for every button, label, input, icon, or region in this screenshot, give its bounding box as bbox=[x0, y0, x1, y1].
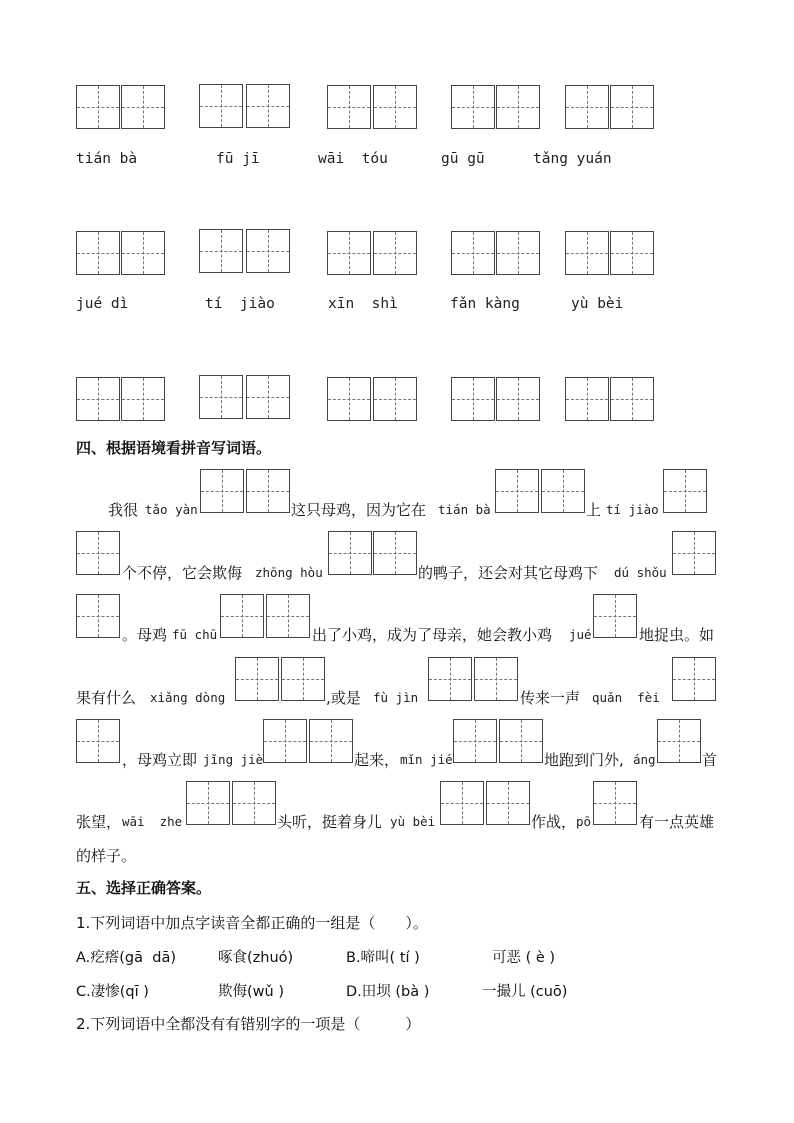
passage-text: 的鸭子，还会对其它母鸡下 bbox=[418, 564, 599, 582]
passage-text: 出了小鸡，成为了母亲，她会教小鸡 bbox=[312, 626, 553, 644]
char-box[interactable] bbox=[121, 231, 165, 275]
char-box[interactable] bbox=[428, 657, 472, 701]
question-2: 2.下列词语中全都没有有错别字的一项是（ ） bbox=[76, 1015, 421, 1033]
char-box[interactable] bbox=[610, 85, 654, 129]
char-box[interactable] bbox=[373, 231, 417, 275]
char-box[interactable] bbox=[373, 85, 417, 129]
passage-text: 张望， bbox=[76, 813, 122, 831]
char-box[interactable] bbox=[327, 231, 371, 275]
option-d[interactable]: D.田坝 (bà ) bbox=[346, 984, 430, 1000]
char-box[interactable] bbox=[451, 377, 495, 421]
char-box[interactable] bbox=[246, 84, 290, 128]
char-box[interactable] bbox=[451, 85, 495, 129]
char-box[interactable] bbox=[327, 377, 371, 421]
char-box[interactable] bbox=[440, 781, 484, 825]
char-box[interactable] bbox=[232, 781, 276, 825]
passage-text: 头听，挺着身儿 bbox=[277, 813, 383, 831]
char-box[interactable] bbox=[76, 719, 120, 763]
char-box[interactable] bbox=[541, 469, 585, 513]
passage-text: 果有什么 bbox=[76, 689, 137, 707]
passage-text: 地捉虫。如 bbox=[639, 626, 715, 644]
char-box[interactable] bbox=[281, 657, 325, 701]
char-box[interactable] bbox=[496, 231, 540, 275]
char-box[interactable] bbox=[496, 377, 540, 421]
pinyin-label: tí jiào bbox=[205, 296, 275, 312]
passage-text: 这只母鸡，因为它在 bbox=[291, 501, 427, 519]
char-box[interactable] bbox=[246, 469, 290, 513]
char-box[interactable] bbox=[76, 231, 120, 275]
pinyin-label: jué dì bbox=[76, 296, 129, 312]
char-box[interactable] bbox=[246, 229, 290, 273]
question-1: 1.下列词语中加点字读音全都正确的一组是（ ）。 bbox=[76, 914, 428, 932]
char-box[interactable] bbox=[76, 85, 120, 129]
option-b[interactable]: B.啼叫( tí ) bbox=[346, 950, 420, 966]
char-box[interactable] bbox=[474, 657, 518, 701]
pinyin-hint: tí jiào bbox=[606, 502, 659, 517]
char-box[interactable] bbox=[657, 719, 701, 763]
passage-text: 有一点英雄 bbox=[639, 813, 715, 831]
char-box[interactable] bbox=[373, 531, 417, 575]
pinyin-hint: quǎn fèi bbox=[592, 690, 660, 705]
char-box[interactable] bbox=[186, 781, 230, 825]
char-box[interactable] bbox=[76, 531, 120, 575]
pinyin-label: fǎn kàng bbox=[450, 296, 520, 312]
pinyin-hint: tǎo yàn bbox=[145, 502, 198, 517]
char-box[interactable] bbox=[121, 377, 165, 421]
passage-text: 的样子。 bbox=[76, 847, 137, 865]
section-4-heading: 四、根据语境看拼音写词语。 bbox=[76, 439, 272, 457]
char-box[interactable] bbox=[610, 231, 654, 275]
pinyin-label: xīn shì bbox=[328, 296, 398, 312]
char-box[interactable] bbox=[328, 531, 372, 575]
pinyin-hint: fù jìn bbox=[373, 690, 419, 705]
char-box[interactable] bbox=[199, 84, 243, 128]
char-box[interactable] bbox=[76, 594, 120, 638]
char-box[interactable] bbox=[565, 231, 609, 275]
pinyin-hint: fū chū bbox=[172, 627, 218, 642]
pinyin-hint: wāi zhe bbox=[122, 814, 183, 829]
pinyin-label: tǎng yuán bbox=[533, 151, 612, 167]
pinyin-label: wāi tóu bbox=[318, 151, 388, 167]
option-a[interactable]: A.疙瘩(gā dā) bbox=[76, 950, 176, 966]
pinyin-label: fū jī bbox=[216, 151, 260, 167]
char-box[interactable] bbox=[593, 781, 637, 825]
char-box[interactable] bbox=[220, 594, 264, 638]
pinyin-hint: jǐng jiè bbox=[203, 752, 264, 767]
option-c-word2: 欺侮(wǔ ) bbox=[218, 984, 284, 1000]
pinyin-label: yù bèi bbox=[571, 296, 624, 312]
char-box[interactable] bbox=[199, 229, 243, 273]
pinyin-hint: dú shǒu bbox=[614, 565, 667, 580]
passage-text: 首 bbox=[702, 751, 718, 769]
passage-text: ,或是 bbox=[326, 689, 361, 707]
char-box[interactable] bbox=[565, 85, 609, 129]
char-box[interactable] bbox=[663, 469, 707, 513]
char-box[interactable] bbox=[451, 231, 495, 275]
passage-text: 地跑到门外, bbox=[544, 751, 624, 769]
pinyin-hint: xiǎng dòng bbox=[150, 690, 226, 705]
char-box[interactable] bbox=[76, 377, 120, 421]
pinyin-label: tián bà bbox=[76, 151, 138, 167]
passage-text: 。母鸡 bbox=[122, 626, 168, 644]
char-box[interactable] bbox=[373, 377, 417, 421]
option-d-word2: 一撮儿 (cuō) bbox=[482, 984, 568, 1000]
char-box[interactable] bbox=[327, 85, 371, 129]
passage-text: 我很 bbox=[108, 501, 139, 519]
passage-text: 个不停，它会欺侮 bbox=[122, 564, 243, 582]
option-b-word2: 可恶 ( è ) bbox=[492, 950, 556, 966]
passage-text: ，母鸡立即 bbox=[122, 751, 198, 769]
char-box[interactable] bbox=[672, 531, 716, 575]
char-box[interactable] bbox=[453, 719, 497, 763]
pinyin-hint: tián bà bbox=[438, 502, 491, 517]
char-box[interactable] bbox=[496, 85, 540, 129]
pinyin-hint: jué bbox=[569, 627, 592, 642]
section-5-heading: 五、选择正确答案。 bbox=[76, 879, 212, 897]
char-box[interactable] bbox=[266, 594, 310, 638]
option-a-word2: 啄食(zhuó) bbox=[218, 950, 294, 966]
char-box[interactable] bbox=[610, 377, 654, 421]
pinyin-label: gū gū bbox=[441, 151, 485, 167]
passage-text: 作战， bbox=[531, 813, 577, 831]
char-box[interactable] bbox=[246, 375, 290, 419]
passage-text: 传来一声 bbox=[520, 689, 581, 707]
option-c[interactable]: C.凄惨(qī ) bbox=[76, 984, 149, 1000]
char-box[interactable] bbox=[672, 657, 716, 701]
pinyin-hint: yù bèi bbox=[390, 814, 436, 829]
char-box[interactable] bbox=[121, 85, 165, 129]
char-box[interactable] bbox=[495, 469, 539, 513]
char-box[interactable] bbox=[235, 657, 279, 701]
char-box[interactable] bbox=[199, 375, 243, 419]
passage-text: 起来， bbox=[354, 751, 400, 769]
pinyin-hint: pō bbox=[576, 814, 592, 829]
pinyin-hint: áng bbox=[633, 752, 656, 767]
char-box[interactable] bbox=[486, 781, 530, 825]
pinyin-hint: zhōng hòu bbox=[255, 565, 323, 580]
pinyin-hint: mǐn jié bbox=[400, 752, 453, 767]
char-box[interactable] bbox=[309, 719, 353, 763]
char-box[interactable] bbox=[499, 719, 543, 763]
char-box[interactable] bbox=[565, 377, 609, 421]
char-box[interactable] bbox=[593, 594, 637, 638]
char-box[interactable] bbox=[200, 469, 244, 513]
passage-text: 上 bbox=[586, 501, 602, 519]
char-box[interactable] bbox=[263, 719, 307, 763]
